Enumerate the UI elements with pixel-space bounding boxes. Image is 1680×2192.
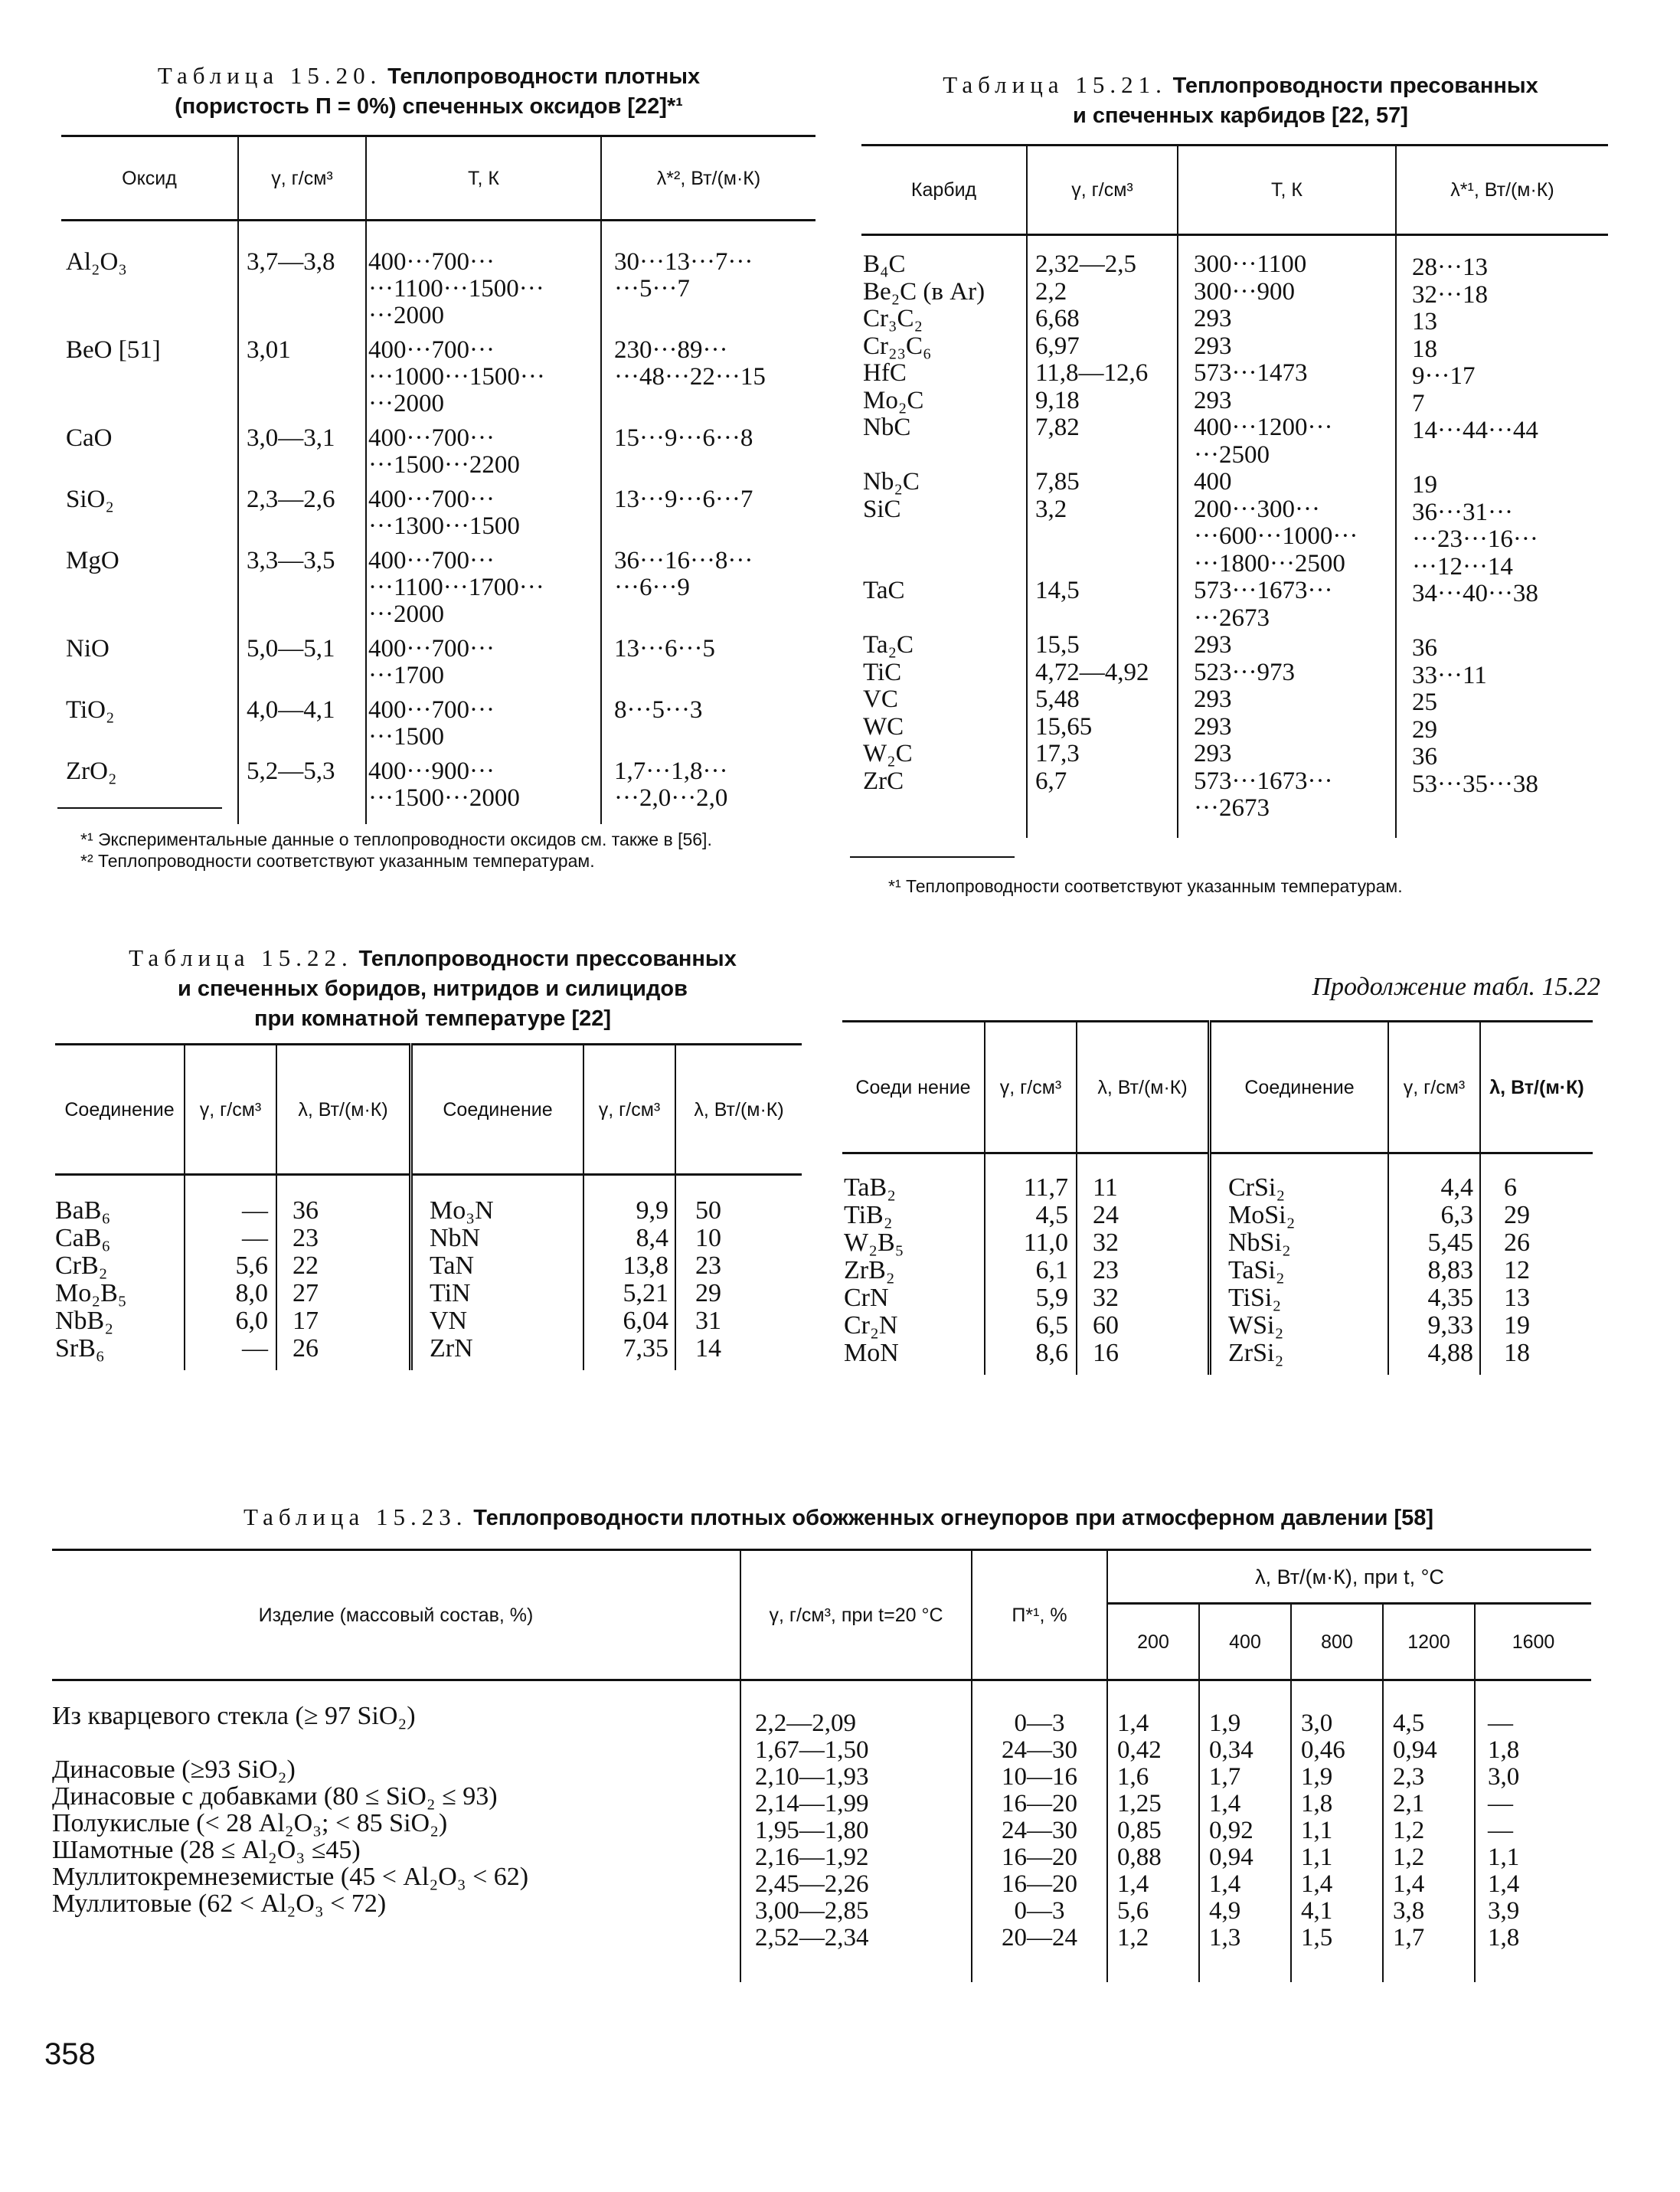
header-compound: Соединение (55, 1045, 185, 1175)
oxide-name: BeO [51] (61, 332, 238, 420)
table-row (61, 692, 815, 754)
table-15-23-caption (61, 1503, 1616, 1533)
table-row (61, 221, 815, 333)
oxide-conductivity: 15···9···6···8 (614, 424, 753, 452)
table-15-20-caption (69, 61, 789, 121)
header-lambda: λ, Вт/(м·К), при t, °C (1107, 1550, 1591, 1604)
item-densities: 2,2—2,09 1,67—1,50 2,10—1,93 2,14—1,99 1,95—1,80 2,16—1,92 2,45—2,26 3,00—2,85 2,52—2,34 (740, 1680, 972, 1983)
header-compound: Соеди нение (842, 1022, 985, 1153)
header-oxide: Оксид (61, 136, 238, 221)
oxide-conductivity: 8···5···3 (614, 696, 703, 724)
footnote-1: *¹ Экспериментальные данные о теплопроводности оксидов см. также в [56]. (80, 829, 712, 849)
table-15-21-number: Таблица 15.21. (943, 71, 1167, 98)
table-row (61, 631, 815, 692)
continuation-text: Продолжение табл. 15.22 (1312, 973, 1600, 1001)
oxide-density: 3,0—3,1 (238, 420, 366, 482)
oxide-temperature: 400···700··· ···1700 (366, 631, 601, 692)
oxide-name: SiO₂ (61, 482, 238, 543)
header-temp-1600: 1600 (1512, 1631, 1555, 1653)
table-15-21-body (861, 235, 1608, 838)
lambda-400: 1,9 0,34 1,7 1,4 0,92 0,94 1,4 4,9 1,3 (1199, 1680, 1291, 1983)
footnote-rule (850, 856, 1015, 858)
oxide-density: 5,0—5,1 (238, 631, 366, 692)
oxide-temperature: 400···700··· ···1500 (366, 692, 601, 754)
oxide-density: 3,3—3,5 (238, 543, 366, 631)
header-temp-800: 800 (1291, 1604, 1383, 1680)
table-15-23 (52, 1549, 1591, 1982)
oxide-density: 2,3—2,6 (238, 482, 366, 543)
header-temperature: T, К (1178, 146, 1396, 235)
boride-conductivities: 36 23 22 27 17 26 (276, 1175, 411, 1371)
oxide-name: ZrO₂ (61, 754, 238, 815)
table-15-21-title-line2: и спеченных карбидов [22, 57] (1073, 103, 1408, 128)
header-density: γ, г/см³ (583, 1045, 675, 1175)
oxide-conductivity: 36···16···8··· ···6···9 (614, 547, 753, 601)
table-15-22-left-body (55, 1175, 802, 1371)
boride-names: BaB₆ CaB₆ CrB₂ Mo₂B₅ NbB₂ SrB₆ (55, 1175, 185, 1371)
oxide-conductivity: 13···9···6···7 (614, 486, 753, 513)
lambda-1200: 4,5 0,94 2,3 2,1 1,2 1,2 1,4 3,8 1,7 (1383, 1680, 1475, 1983)
header-conductivity: λ*², Вт/(м·К) (656, 167, 761, 189)
table-spacer (61, 815, 815, 824)
oxide-conductivity: 230···89··· ···48···22···15 (614, 336, 766, 391)
header-temp-400: 400 (1199, 1604, 1291, 1680)
header-temp-200: 200 (1107, 1604, 1199, 1680)
item-names: Из кварцевого стекла (≥ 97 SiO₂) Динасовые (≥93 SiO₂) Динасовые с добавками (80 ≤ SiO₂ ≤ 93) Полукислые (< 28 Al₂O₃; < 85 SiO₂) Шамотные (28 ≤ Al₂O₃ ≤45) Муллитокремнеземистые (45 < Al₂O₃ < 62) Муллитовые (62 < Al₂O₃ < 72) (52, 1680, 740, 1983)
compound-densities: 11,7 4,5 11,0 6,1 5,9 6,5 8,6 (985, 1153, 1077, 1376)
table-15-20-number: Таблица 15.20. (157, 62, 382, 89)
header-conductivity: λ, Вт/(м·К) (1489, 1076, 1584, 1098)
oxide-name: CaO (61, 420, 238, 482)
item-porosity: 0—3 24—30 10—16 16—20 24—30 16—20 16—20 0—3 20—24 (972, 1680, 1107, 1983)
table-15-22-right (842, 1020, 1593, 1375)
header-conductivity: λ, Вт/(м·К) (1077, 1022, 1210, 1153)
table-15-20 (61, 135, 815, 824)
lambda-800: 3,0 0,46 1,9 1,8 1,1 1,1 1,4 4,1 1,5 (1291, 1680, 1383, 1983)
oxide-temperature: 400···700··· ···1100···1700··· ···2000 (366, 543, 601, 631)
carbide-conductivities: 28···13 32···18 13 18 9···17 7 14···44···44 19 36···31··· ···23···16··· ···12···14 34···40···38 36 33···11 25 29 36 53···35···38 (1412, 254, 1538, 798)
oxide-conductivity: 30···13···7··· ···5···7 (614, 248, 753, 303)
header-density: γ, г/см³ (238, 136, 366, 221)
header-density: γ, г/см³ (1388, 1022, 1480, 1153)
header-conductivity: λ, Вт/(м·К) (276, 1045, 411, 1175)
table-row (61, 482, 815, 543)
table-15-22-title-line1: Теплопроводности прессованных (358, 947, 737, 971)
header-carbide: Карбид (861, 146, 1027, 235)
table-15-20-header (61, 136, 815, 221)
header-density: γ, г/см³ (185, 1045, 276, 1175)
header-temp-1200: 1200 (1383, 1604, 1475, 1680)
carbide-names: B₄C Be₂C (в Ar) Cr₃C₂ Cr₂₃C₆ HfC Mo₂C NbC Nb₂C SiC TaC Ta₂C TiC VC WC W₂C ZrC (861, 235, 1027, 838)
oxide-density: 3,01 (238, 332, 366, 420)
silicide-names: CrSi₂ MoSi₂ NbSi₂ TaSi₂ TiSi₂ WSi₂ ZrSi₂ (1210, 1153, 1389, 1376)
header-conductivity: λ, Вт/(м·К) (694, 1098, 784, 1121)
table-15-21-caption (873, 70, 1608, 130)
table-row (61, 543, 815, 631)
table-15-23-number: Таблица 15.23. (243, 1503, 468, 1530)
table-15-20-title-line2: (пористость П = 0%) спеченных оксидов [22]*¹ (175, 94, 683, 119)
silicide-densities: 4,4 6,3 5,45 8,83 4,35 9,33 4,88 (1388, 1153, 1480, 1376)
header-density: γ, г/см³, при t=20 °C (740, 1550, 972, 1680)
oxide-temperature: 400···700··· ···1500···2200 (366, 420, 601, 482)
table-15-22-title-line3: при комнатной температуре [22] (253, 1006, 612, 1031)
header-temperature: T, К (366, 136, 601, 221)
oxide-temperature: 400···700··· ···1000···1500··· ···2000 (366, 332, 601, 420)
header-compound: Соединение (411, 1045, 584, 1175)
oxide-temperature: 400···900··· ···1500···2000 (366, 754, 601, 815)
oxide-temperature: 400···700··· ···1300···1500 (366, 482, 601, 543)
compound-names: TaB₂ TiB₂ W₂B₅ ZrB₂ CrN Cr₂N MoN (842, 1153, 985, 1376)
header-density: γ, г/см³ (1027, 146, 1178, 235)
table-15-20-body (61, 221, 815, 825)
table-15-20-footnotes (57, 829, 815, 872)
table-15-22-right-header (842, 1022, 1593, 1153)
table-15-21-title-line1: Теплопроводности пресованных (1172, 74, 1538, 98)
header-density: γ, г/см³ (985, 1022, 1077, 1153)
page-number: 358 (44, 2037, 96, 2071)
table-15-22-continuation-label (1149, 973, 1600, 1002)
table-row (61, 420, 815, 482)
oxide-density: 3,7—3,8 (238, 221, 366, 333)
oxide-name: NiO (61, 631, 238, 692)
table-15-23-header-row1 (52, 1550, 1591, 1604)
carbide-densities: 2,32—2,5 2,2 6,68 6,97 11,8—12,6 9,18 7,82 7,85 3,2 14,5 15,5 4,72—4,92 5,48 15,65 17,3 6,7 (1027, 235, 1178, 838)
table-15-21-header (861, 146, 1608, 235)
table-row (61, 332, 815, 420)
oxide-temperature: 400···700··· ···1100···1500··· ···2000 (366, 221, 601, 333)
table-15-22-caption (69, 944, 796, 1033)
oxide-name: MgO (61, 543, 238, 631)
table-15-22-left-header (55, 1045, 802, 1175)
nitride-conductivities: 50 10 23 29 31 14 (695, 1196, 721, 1363)
table-15-22-title-line2: и спеченных боридов, нитридов и силицидов (178, 977, 688, 1001)
oxide-density: 5,2—5,3 (238, 754, 366, 815)
footnote-rule (57, 807, 222, 809)
carbide-temperatures: 300···1100 300···900 293 293 573···1473 293 400···1200··· ···2500 400 200···300··· ···600···1000··· ···1800···2500 573···1673··· ···2673 293 523···973 293 293 293 573···1673··· ···2673 (1178, 235, 1396, 838)
table-15-20-title-line1: Теплопроводности плотных (387, 64, 701, 89)
table-15-22-left (55, 1043, 802, 1370)
header-porosity: П*¹, % (972, 1550, 1107, 1680)
oxide-name: Al₂O₃ (61, 221, 238, 333)
lambda-200: 1,4 0,42 1,6 1,25 0,85 0,88 1,4 5,6 1,2 (1107, 1680, 1199, 1983)
table-15-23-body (52, 1680, 1591, 1983)
header-conductivity: λ*¹, Вт/(м·К) (1450, 179, 1554, 201)
table-15-21 (861, 144, 1608, 838)
compound-conductivities: 11 24 32 23 32 60 16 (1077, 1153, 1210, 1376)
oxide-conductivity: 13···6···5 (614, 635, 715, 663)
nitride-densities: 9,9 8,4 13,8 5,21 6,04 7,35 (583, 1175, 675, 1371)
oxide-conductivity: 1,7···1,8··· ···2,0···2,0 (614, 757, 728, 812)
lambda-1600: — 1,8 3,0 — — 1,1 1,4 3,9 1,8 (1488, 1709, 1520, 1952)
oxide-name: TiO₂ (61, 692, 238, 754)
nitride-names: Mo₃N NbN TaN TiN VN ZrN (411, 1175, 584, 1371)
boride-densities: — — 5,6 8,0 6,0 — (185, 1175, 276, 1371)
header-item: Изделие (массовый состав, %) (52, 1550, 740, 1680)
oxide-density: 4,0—4,1 (238, 692, 366, 754)
table-15-22-number: Таблица 15.22. (129, 944, 353, 971)
footnote-2: *² Теплопроводности соответствуют указанным температурам. (80, 851, 595, 871)
table-row (61, 754, 815, 815)
header-compound: Соединение (1210, 1022, 1389, 1153)
table-15-21-footnote: *¹ Теплопроводности соответствуют указанным температурам. (888, 876, 1403, 896)
silicide-conductivities: 6 29 26 12 13 19 18 (1504, 1173, 1530, 1367)
table-15-22-right-body (842, 1153, 1593, 1376)
table-15-23-title: Теплопроводности плотных обожженных огнеупоров при атмосферном давлении [58] (473, 1506, 1434, 1530)
